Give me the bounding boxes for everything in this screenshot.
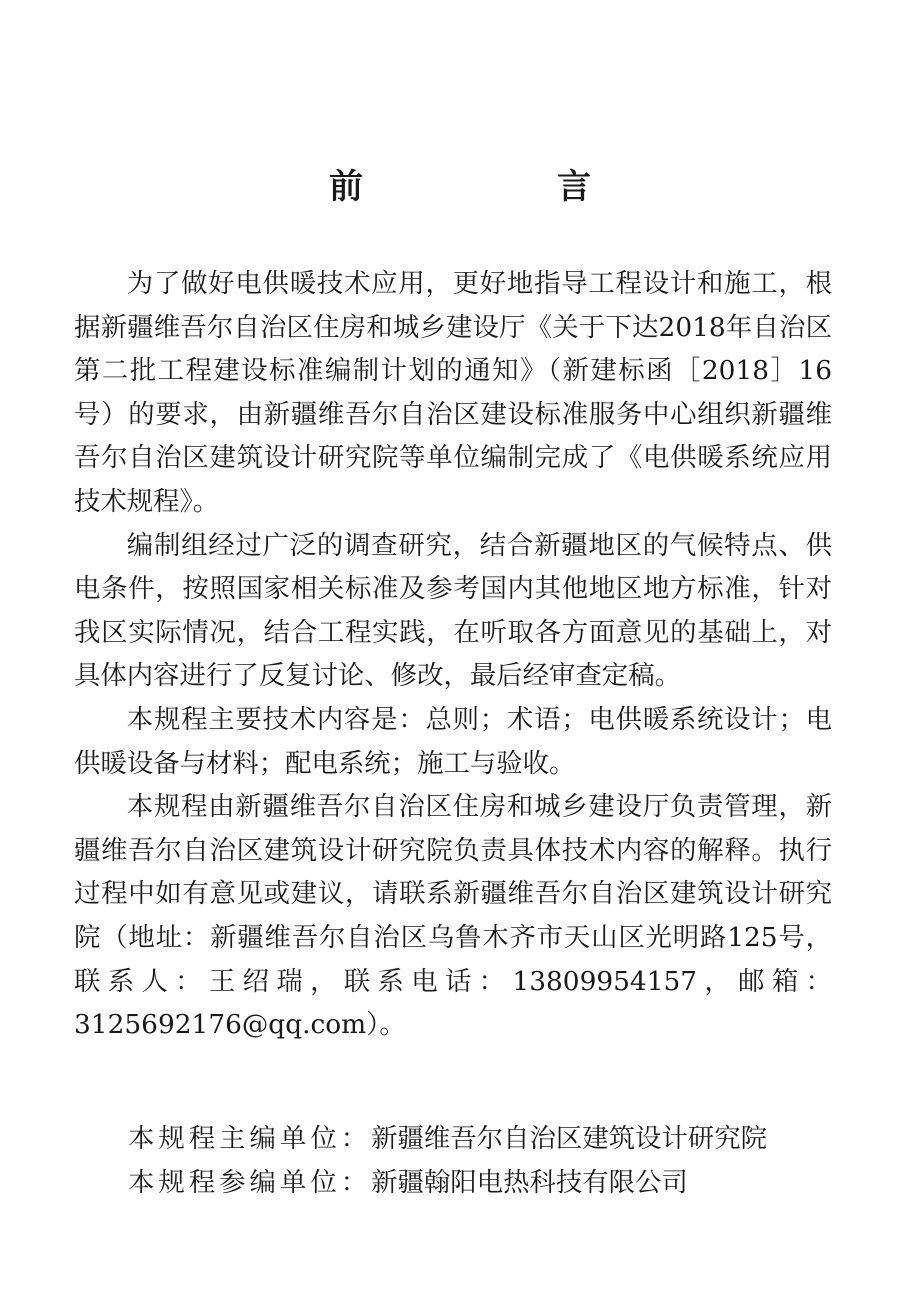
paragraph-process: 编制组经过广泛的调查研究，结合新疆地区的气候特点、供电条件，按照国家相关标准及参考国内其他地区地方标准，针对我区实际情况，结合工程实践，在听取各方面意见的基础上，对具体内容进行了反复讨论、修改，最后经审查定稿。 [74, 529, 832, 692]
chief-editor-unit [128, 1117, 848, 1161]
preface-body [74, 262, 832, 1047]
page-title: 前 言 [329, 167, 671, 207]
chief-editor-unit-value: 新疆维吾尔自治区建筑设计研究院 [371, 1123, 767, 1154]
paragraph-management: 本规程由新疆维吾尔自治区住房和城乡建设厅负责管理，新疆维吾尔自治区建筑设计研究院负责具体技术内容的解释。执行过程中如有意见或建议，请联系新疆维吾尔自治区建筑设计研究院（地址：新疆维吾尔自治区乌鲁木齐市天山区光明路125号，联系人：王绍瑞，联系电话：13809954157，邮箱：3125692176@qq.com）。 [74, 791, 832, 1041]
paragraph-contents: 本规程主要技术内容是：总则；术语；电供暖系统设计；电供暖设备与材料；配电系统；施工与验收。 [74, 703, 832, 779]
participating-unit-label: 本规程参编单位： [128, 1167, 372, 1198]
editing-units [128, 1117, 848, 1205]
participating-unit-value: 新疆翰阳电热科技有限公司 [371, 1167, 688, 1198]
paragraph-purpose: 为了做好电供暖技术应用，更好地指导工程设计和施工，根据新疆维吾尔自治区住房和城乡建设厅《关于下达2018年自治区第二批工程建设标准编制计划的通知》（新建标函［2018］16号）的要求，由新疆维吾尔自治区建设标准服务中心组织新疆维吾尔自治区建筑设计研究院等单位编制完成了《电供暖系统应用技术规程》。 [74, 268, 832, 517]
chief-editor-unit-label: 本规程主编单位： [128, 1123, 372, 1154]
participating-unit [128, 1161, 848, 1205]
